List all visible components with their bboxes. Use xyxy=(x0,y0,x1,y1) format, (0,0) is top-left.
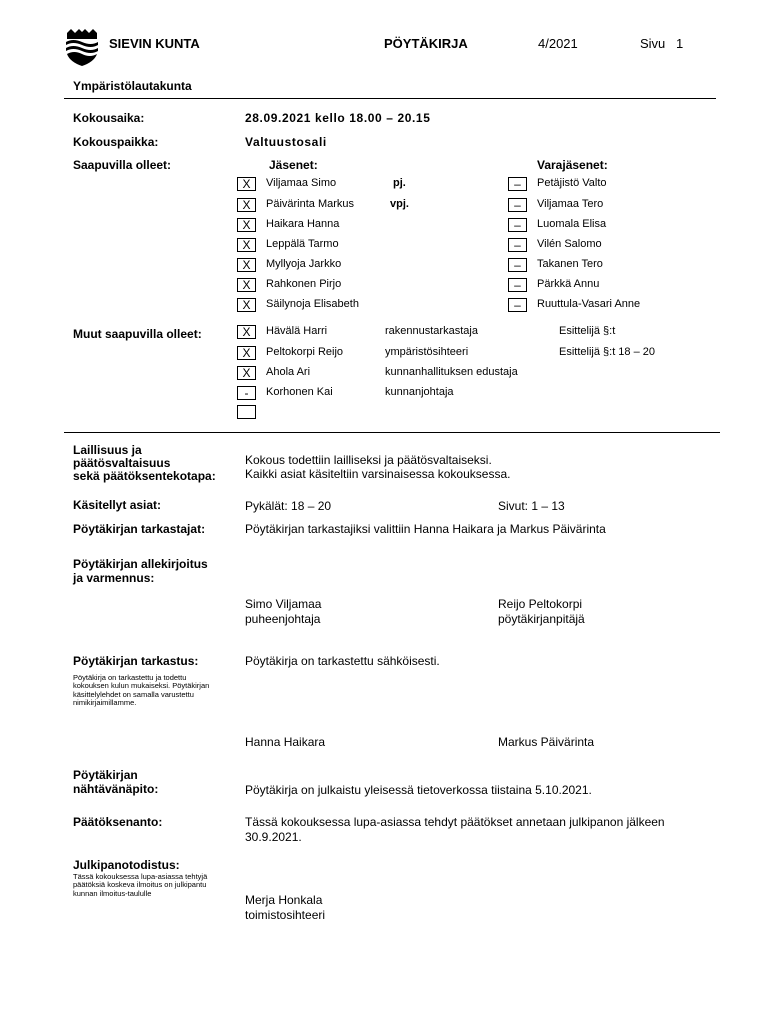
signature-label-line: Pöytäkirjan allekirjoitus xyxy=(73,557,208,571)
display-label-line: nähtävänäpito: xyxy=(73,782,159,796)
publication-role: toimistosihteeri xyxy=(245,908,326,922)
present-label: Saapuvilla olleet: xyxy=(73,158,172,172)
display-label xyxy=(73,768,158,796)
header-divider xyxy=(64,98,716,99)
deputy-name: Ruuttula-Vasari Anne xyxy=(537,298,641,310)
secretary-signature xyxy=(498,597,585,627)
other-title: rakennustarkastaja xyxy=(385,325,478,337)
member-name: Säilynoja Elisabeth xyxy=(266,298,359,310)
legality-label-line: päätösvaltaisuus xyxy=(73,456,171,470)
member-name: Rahkonen Pirjo xyxy=(266,278,342,290)
inspection-text: Pöytäkirja on tarkastettu sähköisesti. xyxy=(245,654,440,668)
announcement-text-line: Tässä kokouksessa lupa-asiassa tehdyt päätökset annetaan julkipanon jälkeen xyxy=(245,815,665,829)
chair-name: Simo Viljamaa xyxy=(245,597,322,611)
meeting-time-label: Kokousaika: xyxy=(73,111,145,125)
section-divider xyxy=(64,432,720,433)
legality-text xyxy=(245,453,510,481)
legality-text-line: Kaikki asiat käsiteltiin varsinaisessa kokouksessa. xyxy=(245,467,511,481)
inspector-2-name: Markus Päivärinta xyxy=(498,735,595,749)
member-name: Viljamaa Simo xyxy=(266,177,337,189)
other-title: kunnanhallituksen edustaja xyxy=(385,366,518,378)
inspector-1-name: Hanna Haikara xyxy=(245,735,326,749)
attendance-checkbox: X xyxy=(237,325,256,339)
deputy-name: Petäjistö Valto xyxy=(537,177,607,189)
announcement-label: Päätöksenanto: xyxy=(73,815,163,829)
legality-label xyxy=(73,444,216,483)
publication-signature xyxy=(245,893,325,923)
secretary-name: Reijo Peltokorpi xyxy=(498,597,583,611)
checkers-text: Pöytäkirjan tarkastajiksi valittiin Hanna Haikara ja Markus Päivärinta xyxy=(245,522,606,536)
attendance-checkbox: X xyxy=(237,238,256,252)
member-name: Haikara Hanna xyxy=(266,218,340,230)
secretary-role: pöytäkirjanpitäjä xyxy=(498,612,585,626)
deputy-name: Pärkkä Annu xyxy=(537,278,600,290)
attendance-checkbox: – xyxy=(508,298,527,312)
attendance-checkbox: – xyxy=(508,177,527,191)
member-role: vpj. xyxy=(390,198,409,210)
display-text: Pöytäkirja on julkaistu yleisessä tietoverkossa tiistaina 5.10.2021. xyxy=(245,783,592,797)
meeting-place-value: Valtuustosali xyxy=(245,135,327,149)
committee-name: Ympäristölautakunta xyxy=(73,79,192,93)
announcement-text xyxy=(245,815,665,845)
document-number: 4/2021 xyxy=(538,36,578,51)
deputy-name: Luomala Elisa xyxy=(537,218,607,230)
legality-text-line: Kokous todettiin lailliseksi ja päätösvaltaiseksi. xyxy=(245,453,492,467)
attendance-checkbox: X xyxy=(237,218,256,232)
deputy-name: Vilén Salomo xyxy=(537,238,602,250)
display-label-line: Pöytäkirjan xyxy=(73,768,138,782)
attendance-checkbox: X xyxy=(237,198,256,212)
other-name: Ahola Ari xyxy=(266,366,311,378)
attendance-checkbox: X xyxy=(237,346,256,360)
attendance-checkbox: - xyxy=(237,386,256,400)
attendance-checkbox: – xyxy=(508,198,527,212)
other-name: Hävälä Harri xyxy=(266,325,328,337)
other-note: Esittelijä §:t 18 – 20 xyxy=(559,346,656,358)
page-label: Sivu xyxy=(640,36,666,51)
attendance-checkbox: X xyxy=(237,258,256,272)
meeting-place-label: Kokouspaikka: xyxy=(73,135,159,149)
other-name: Peltokorpi Reijo xyxy=(266,346,344,358)
attendance-checkbox: – xyxy=(508,278,527,292)
page-number: 1 xyxy=(676,36,684,51)
chair-signature xyxy=(245,597,321,627)
other-title: kunnanjohtaja xyxy=(385,386,454,398)
legality-label-line: sekä päätöksentekotapa: xyxy=(73,469,216,483)
municipality-logo xyxy=(64,27,100,67)
attendance-checkbox: – xyxy=(508,258,527,272)
inspection-label: Pöytäkirjan tarkastus: xyxy=(73,654,199,668)
member-role: pj. xyxy=(393,177,406,189)
attendance-checkbox: – xyxy=(508,238,527,252)
meeting-time-value: 28.09.2021 kello 18.00 – 20.15 xyxy=(245,111,431,125)
other-name: Korhonen Kai xyxy=(266,386,333,398)
handled-label: Käsitellyt asiat: xyxy=(73,498,162,512)
inspection-note: Pöytäkirja on tarkastettu ja todettu kokouksen kulun mukaiseksi. Pöytäkirjan käsittelylehdet on samalla varustettu nimikirjaimillamme. xyxy=(73,673,210,708)
announcement-text-line: 30.9.2021. xyxy=(245,830,302,844)
chair-role: puheenjohtaja xyxy=(245,612,321,626)
checkers-label: Pöytäkirjan tarkastajat: xyxy=(73,522,206,536)
attendance-checkbox: X xyxy=(237,278,256,292)
attendance-checkbox: X xyxy=(237,177,256,191)
attendance-checkbox: X xyxy=(237,298,256,312)
publication-name: Merja Honkala xyxy=(245,893,323,907)
attendance-checkbox: – xyxy=(508,218,527,232)
publication-label: Julkipanotodistus: xyxy=(73,858,180,872)
member-name: Päivärinta Markus xyxy=(266,198,355,210)
attendance-checkbox xyxy=(237,405,256,419)
other-title: ympäristösihteeri xyxy=(385,346,469,358)
municipality-name: SIEVIN KUNTA xyxy=(109,36,200,51)
deputy-name: Takanen Tero xyxy=(537,258,603,270)
member-name: Leppälä Tarmo xyxy=(266,238,339,250)
publication-note: Tässä kokouksessa lupa-asiassa tehtyjä päätöksiä koskeva ilmoitus on julkipantu kunnan ilmoitus-taululle xyxy=(73,872,208,898)
signature-label xyxy=(73,557,208,585)
attendance-checkbox: X xyxy=(237,366,256,380)
handled-pages: Sivut: 1 – 13 xyxy=(498,499,565,513)
others-label: Muut saapuvilla olleet: xyxy=(73,327,202,341)
legality-label-line: Laillisuus ja xyxy=(73,443,142,457)
document-type: PÖYTÄKIRJA xyxy=(384,36,468,51)
member-name: Myllyoja Jarkko xyxy=(266,258,342,270)
deputy-name: Viljamaa Tero xyxy=(537,198,604,210)
deputies-header: Varajäsenet: xyxy=(537,158,608,172)
other-note: Esittelijä §:t xyxy=(559,325,616,337)
handled-sections: Pykälät: 18 – 20 xyxy=(245,499,332,513)
signature-label-line: ja varmennus: xyxy=(73,571,155,585)
members-header: Jäsenet: xyxy=(269,158,318,172)
